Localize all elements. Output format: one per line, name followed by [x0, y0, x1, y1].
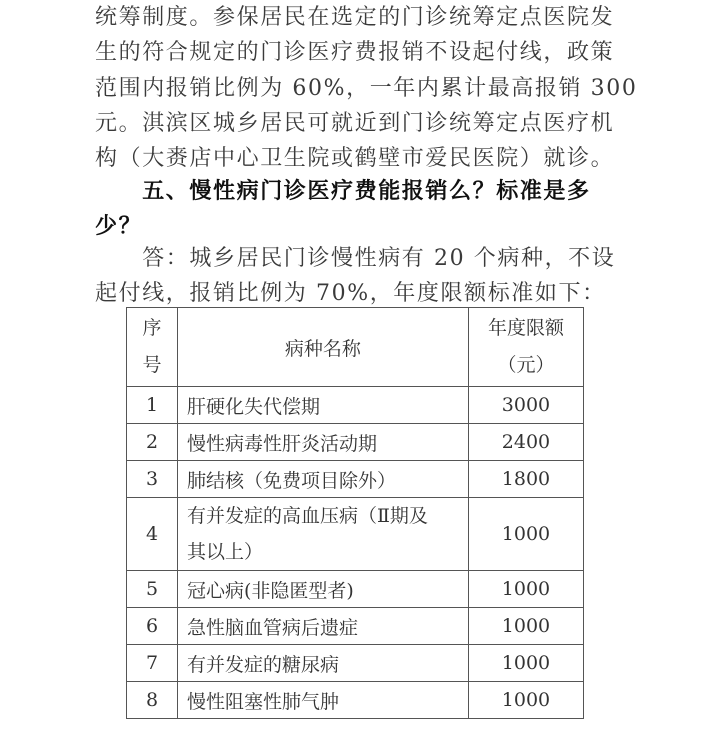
- table-row: [127, 387, 584, 424]
- header-serial-number: [127, 308, 178, 387]
- header-annual-limit: [468, 308, 583, 387]
- row-annual-limit: 2400: [468, 424, 583, 461]
- table-row: [127, 498, 584, 571]
- section-heading-line-2: 少？: [95, 213, 143, 239]
- answer-line-2: 起付线，报销比例为 70%，年度限额标准如下：: [95, 281, 606, 306]
- paragraph-line-5: 构（大赉店中心卫生院或鹤壁市爱民医院）就诊。: [95, 146, 615, 171]
- table-header-row: [127, 308, 584, 387]
- row-disease-name: 慢性病毒性肝炎活动期: [177, 424, 468, 461]
- row-annual-limit: 1000: [468, 571, 583, 608]
- row-annual-limit: 1000: [468, 608, 583, 645]
- header-disease-name: 病种名称: [177, 308, 468, 387]
- row-annual-limit: 1800: [468, 461, 583, 498]
- row-annual-limit: 1000: [468, 645, 583, 682]
- answer-line-1: 答：城乡居民门诊慢性病有 20 个病种，不设: [95, 246, 616, 271]
- row-number: 1: [127, 387, 178, 424]
- row-number: 3: [127, 461, 178, 498]
- header-limit-line-2: （元）: [497, 354, 555, 376]
- paragraph-line-3: 范围内报销比例为 60%，一年内累计最高报销 300: [95, 76, 638, 101]
- row-number: 4: [127, 498, 178, 571]
- section-heading-line-1: 五、慢性病门诊医疗费能报销么？标准是多: [95, 178, 591, 204]
- row-annual-limit: 3000: [468, 387, 583, 424]
- row-annual-limit: 1000: [468, 682, 583, 719]
- row-number: 8: [127, 682, 178, 719]
- header-serial-line-1: 序: [142, 317, 162, 339]
- header-limit-line-1: 年度限额: [487, 317, 564, 339]
- row-disease-name-line-2: 其以上）: [186, 541, 263, 563]
- paragraph-line-1: 统筹制度。参保居民在选定的门诊统筹定点医院发: [95, 5, 615, 30]
- row-disease-name-line-1: 有并发症的高血压病（Ⅱ期及: [186, 505, 428, 527]
- paragraph-line-2: 生的符合规定的门诊医疗费报销不设起付线，政策: [95, 40, 615, 65]
- table-row: [127, 608, 584, 645]
- row-disease-name: 肝硬化失代偿期: [177, 387, 468, 424]
- row-number: 2: [127, 424, 178, 461]
- table-row: [127, 645, 584, 682]
- row-disease-name: 慢性阻塞性肺气肿: [177, 682, 468, 719]
- row-disease-name: 肺结核（免费项目除外）: [177, 461, 468, 498]
- row-disease-name: 有并发症的糖尿病: [177, 645, 468, 682]
- row-disease-name: [177, 498, 468, 571]
- row-number: 6: [127, 608, 178, 645]
- table-row: [127, 682, 584, 719]
- reimbursement-table: [126, 307, 584, 719]
- row-disease-name: 急性脑血管病后遗症: [177, 608, 468, 645]
- row-number: 5: [127, 571, 178, 608]
- table-row: [127, 571, 584, 608]
- row-number: 7: [127, 645, 178, 682]
- row-disease-name: 冠心病(非隐匿型者): [177, 571, 468, 608]
- header-serial-line-2: 号: [142, 354, 162, 376]
- paragraph-line-4: 元。淇滨区城乡居民可就近到门诊统筹定点医疗机: [95, 111, 615, 136]
- table-row: [127, 424, 584, 461]
- table-row: [127, 461, 584, 498]
- row-annual-limit: 1000: [468, 498, 583, 571]
